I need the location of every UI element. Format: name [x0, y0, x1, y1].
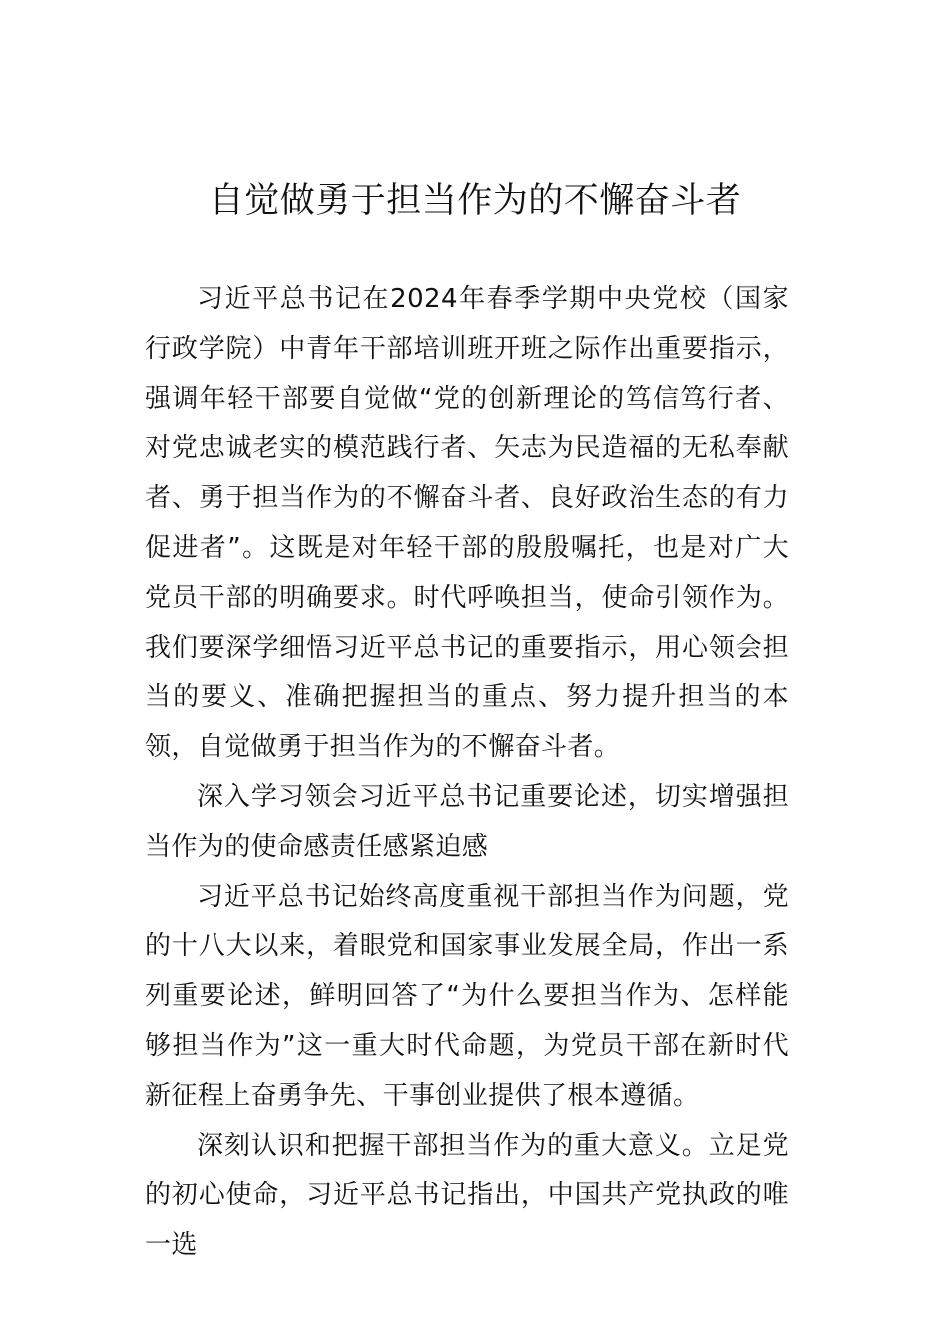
paragraph-intro: 习近平总书记在2024年春季学期中央党校（国家行政学院）中青年干部培训班开班之际作出重要指示，强调年轻干部要自觉做“党的创新理论的笃信笃行者、对党忠诚老实的模范践行者、矢志为民造福的无私奉献者、勇于担当作为的不懈奋斗者、良好政治生态的有力促进者”。这既是对年轻干部的殷殷嘱托，也是对广大党员干部的明确要求。时代呼唤担当，使命引领作为。我们要深学细悟习近平总书记的重要指示，用心领会担当的要义、准确把握担当的重点、努力提升担当的本领，自觉做勇于担当作为的不懈奋斗者。: [145, 284, 789, 763]
paragraph-importance: 习近平总书记始终高度重视干部担当作为问题，党的十八大以来，着眼党和国家事业发展全局，作出一系列重要论述，鲜明回答了“为什么要担当作为、怎样能够担当作为”这一重大时代命题，为党员干部在新时代新征程上奋勇争先、干事创业提供了根本遵循。: [145, 881, 789, 1111]
document-body: [145, 275, 789, 1271]
section-heading: 深入学习领会习近平总书记重要论述，切实增强担当作为的使命感责任感紧迫感: [145, 781, 789, 862]
document-title: 自觉做勇于担当作为的不懈奋斗者: [208, 181, 742, 221]
paragraph-significance: 深刻认识和把握干部担当作为的重大意义。立足党的初心使命，习近平总书记指出，中国共产党执政的唯一选: [145, 1130, 789, 1261]
